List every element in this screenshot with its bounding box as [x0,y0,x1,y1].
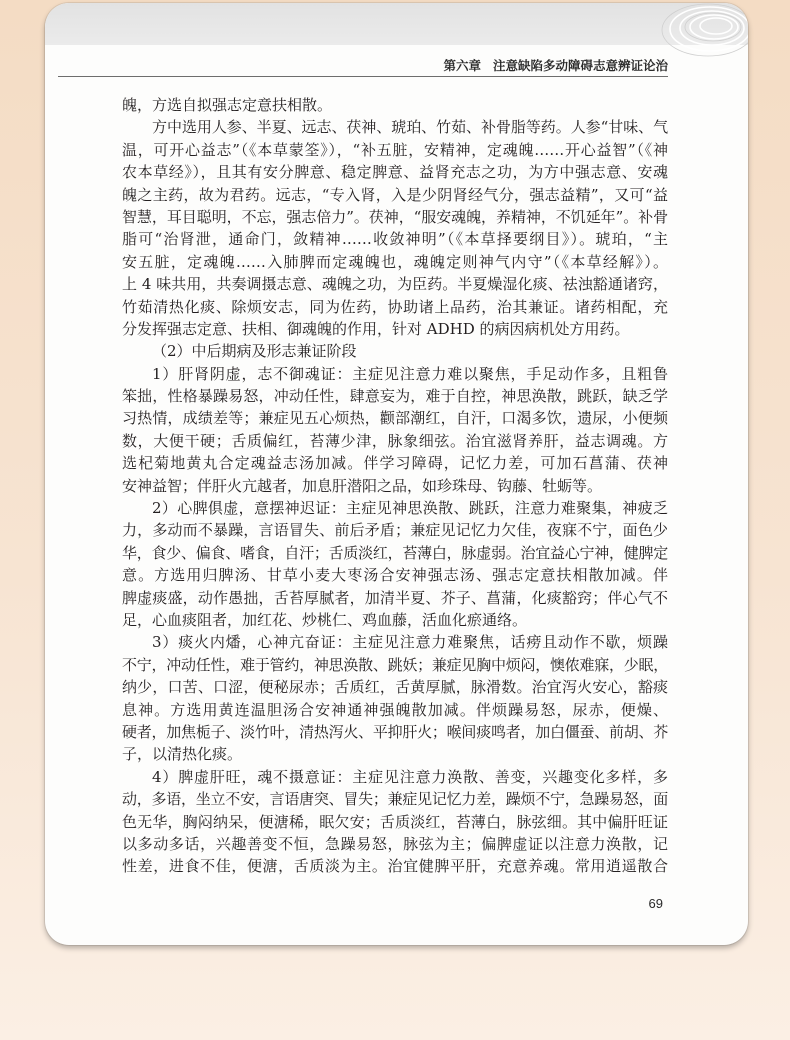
header-rule [58,76,668,77]
paragraph [122,766,668,878]
body-text-line: 魄，方选自拟强志定意扶相散。 [122,96,333,114]
body-text-line: 魄之主药，故为君药。远志，“专入肾，入是少阴肾经气分，强志益精”，又可“益 [122,185,668,204]
paragraph [122,631,668,765]
swirl-decoration-icon [640,3,748,63]
body-text-line: 力，多动而不暴躁，言语冒失、前后矛盾；兼症见记忆力欠佳，夜寐不宁，面色少 [122,521,668,540]
body-text-line: 选杞菊地黄丸合定魂益志汤加减。伴学习障碍，记忆力差，可加石菖蒲、茯神 [122,454,668,473]
body-text-line: 纳少，口苦、口涩，便秘尿赤；舌质红，舌黄厚腻，脉滑数。治宜泻火安心，豁痰 [122,678,668,697]
body-text-line: 脾虚痰盛，动作愚拙，舌苔厚腻者，加清半夏、芥子、菖蒲，化痰豁窍；伴心气不 [122,588,668,607]
body-text-line: 4）脾虚肝旺，魂不摄意证：主症见注意力涣散、善变，兴趣变化多样，多 [152,767,668,786]
body-text-line: 温，可开心益志”（《本草蒙筌》），“补五脏，安精神，定魂魄……开心益智”（《神 [122,140,668,159]
body-text-line: 智慧，耳目聪明，不忘，强志倍力”。茯神，“服安魂魄，养精神，不饥延年”。补骨 [122,207,668,226]
paragraph [122,363,668,497]
body-text-line: 子，以清热化痰。 [122,745,243,764]
page-number: 69 [648,896,663,911]
running-header [405,56,668,74]
section-heading: （2）中后期病及形志兼证阶段 [152,342,357,361]
body-text-line: 农本草经》），且其有安分脾意、稳定脾意、益肾充志之功，为方中强志意、安魂 [122,163,668,182]
body-text-line: 不宁，冲动任性，难于管约，神思涣散、跳妖；兼症见胸中烦闷，懊侬难寐，少眠， [122,655,668,674]
paragraph [122,340,668,362]
page-card [45,3,748,945]
body-text-line: 脂可“治肾泄，通命门，敛精神……收敛神明”（《本草择要纲目》）。琥珀，“主 [122,230,668,249]
body-text [122,94,668,878]
body-text-line: 上 4 味共用，共奏调摄志意、魂魄之功，为臣药。半夏燥湿化痰、祛浊豁通诸窍， [122,275,668,294]
body-text-line: 方中选用人参、半夏、远志、茯神、琥珀、竹茹、补骨脂等药。人参“甘味、气 [152,118,668,137]
body-text-line: 1）肝肾阴虚，志不御魂证：主症见注意力难以聚焦，手足动作多，且粗鲁 [152,364,668,383]
body-text-line: 2）心脾俱虚，意摆神迟证：主症见神思涣散、跳跃，注意力难聚集，神疲乏 [152,499,668,518]
body-text-line: 息神。方选用黄连温胆汤合安神通神强魄散加减。伴烦躁易怒，尿赤，便燥、 [122,700,668,719]
body-text-line: 色无华，胸闷纳呆，便溏稀，眠欠安；舌质淡红，苔薄白，脉弦细。其中偏肝旺证 [122,812,668,831]
body-text-line: 安神益智；伴肝火亢越者，加息肝潜阳之品，如珍珠母、钩藤、牡蛎等。 [122,476,603,495]
body-text-line: 足，心血痰阻者，加红花、炒桃仁、鸡血藤，活血化瘀通络。 [122,610,528,629]
paragraph [122,497,668,631]
body-text-line: 意。方选用归脾汤、甘草小麦大枣汤合安神强志汤、强志定意扶相散加减。伴 [122,566,668,585]
body-text-line: 性差，进食不佳，便溏，舌质淡为主。治宜健脾平肝，充意养魂。常用逍遥散合 [122,857,668,876]
body-text-line: 习热情，成绩差等；兼症见五心烦热，颧部潮红，自汗，口渴多饮，遗尿，小便频 [122,409,668,428]
chapter-label: 第六章 [443,58,481,73]
body-text-line: 3）痰火内燔，心神亢奋证：主症见注意力难聚焦，话痨且动作不歇，烦躁 [152,633,668,652]
body-text-line: 华，食少、偏食、嗜食，自汗；舌质淡红，苔薄白，脉虚弱。治宜益心宁神，健脾定 [122,543,668,562]
body-text-line: 数，大便干硬；舌质偏红，苔薄少津，脉象细弦。治宜滋肾养肝，益志调魂。方 [122,431,668,450]
body-text-line: 竹茹清热化痰、除烦安志，同为佐药，协助诸上品药，治其兼证。诸药相配，充 [122,297,668,316]
body-text-line: 笨拙，性格暴躁易怒，冲动任性，肆意妄为，难于自控，神思涣散，跳跃，缺乏学 [122,387,668,406]
body-text-line: 分发挥强志定意、扶相、御魂魄的作用，针对 ADHD 的病因病机处方用药。 [122,319,630,338]
paragraph [122,116,668,340]
paragraph [122,94,668,116]
chapter-title: 注意缺陷多动障碍志意辨证论治 [492,58,668,73]
body-text-line: 以多动多话，兴趣善变不恒，急躁易怒，脉弦为主；偏脾虚证以注意力涣散，记 [122,834,668,853]
body-text-line: 动，多语，坐立不安，言语唐突、冒失；兼症见记忆力差，躁烦不宁，急躁易怒，面 [122,790,668,809]
body-text-line: 硬者，加焦栀子、淡竹叶，清热泻火、平抑肝火；喉间痰鸣者，加白僵蚕、前胡、芥 [122,722,668,741]
body-text-line: 安五脏，定魂魄……入肺脾而定魂魄也，魂魄定则神气内守”（《本草经解》）。 [122,252,668,271]
